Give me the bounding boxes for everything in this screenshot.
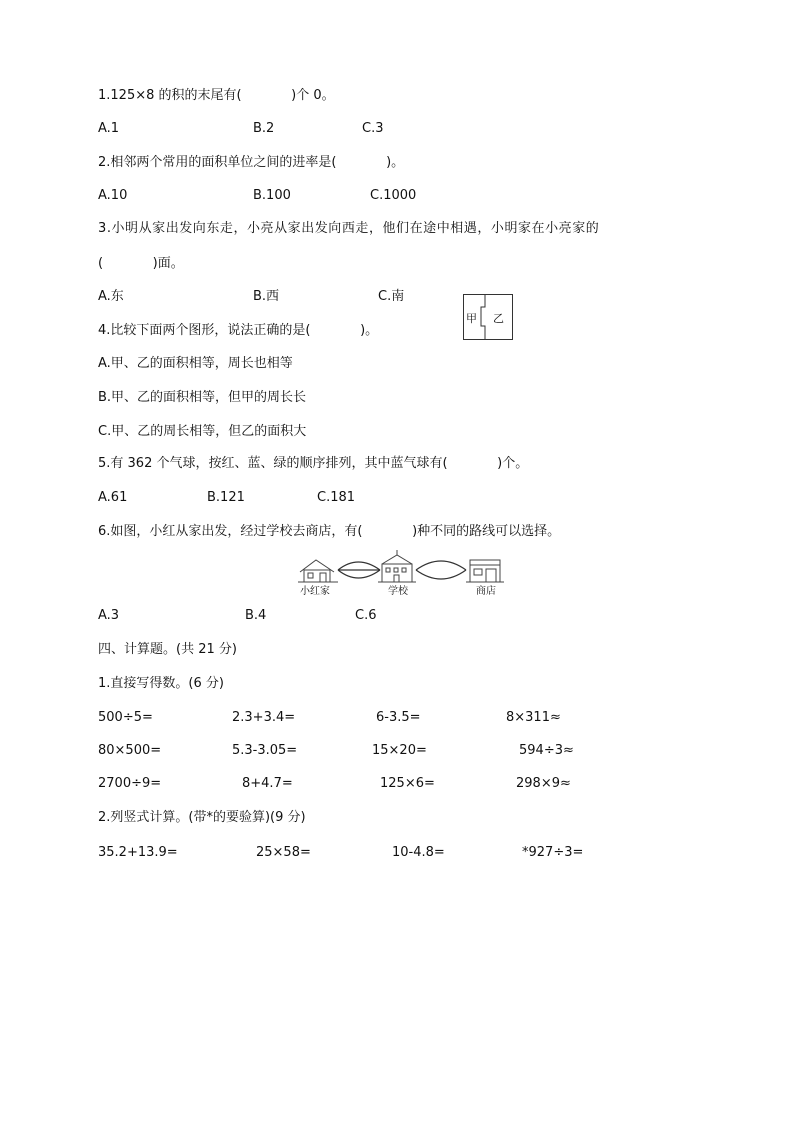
calc-item: 8×311≈ (506, 710, 561, 725)
calc-item: 5.3-3.05= (232, 743, 298, 758)
q4-option-c: C.甲、乙的周长相等，但乙的面积大 (98, 424, 307, 439)
section-4-title: 四、计算题。(共 21 分) (98, 642, 237, 657)
route-lines-1 (338, 562, 380, 578)
vertical-calc-item: *927÷3= (522, 845, 584, 860)
q6-option-c: C.6 (355, 608, 377, 623)
calc-item: 125×6= (380, 776, 435, 791)
label-home: 小红家 (300, 586, 330, 597)
route-lines-2 (416, 561, 466, 579)
calc-item: 500÷5= (98, 710, 153, 725)
question-4: 4.比较下面两个图形，说法正确的是( )。 (98, 323, 379, 338)
part-1-title: 1.直接写得数。(6 分) (98, 676, 224, 691)
q5-option-c: C.181 (317, 490, 356, 505)
q3-option-c: C.南 (378, 289, 405, 304)
q6-option-b: B.4 (245, 608, 267, 623)
q5-option-a: A.61 (98, 490, 128, 505)
calc-item: 6-3.5= (376, 710, 421, 725)
question-3: 3.小明从家出发向东走，小亮从家出发向西走，他们在途中相遇，小明家在小亮家的 (98, 221, 600, 236)
house-icon (298, 560, 338, 582)
calc-item: 298×9≈ (516, 776, 571, 791)
figure-label-yi: 乙 (493, 312, 504, 325)
label-school: 学校 (388, 586, 408, 597)
route-figure (296, 550, 520, 598)
vertical-calc-item: 35.2+13.9= (98, 845, 178, 860)
calc-item: 15×20= (372, 743, 427, 758)
shop-icon (466, 560, 504, 582)
question-3-line2: ( )面。 (98, 256, 184, 271)
school-icon (378, 550, 416, 582)
q6-option-a: A.3 (98, 608, 120, 623)
q4-option-b: B.甲、乙的面积相等，但甲的周长长 (98, 390, 307, 405)
calc-item: 80×500= (98, 743, 162, 758)
q2-option-c: C.1000 (370, 188, 417, 203)
q2-option-b: B.100 (253, 188, 291, 203)
q3-option-b: B.西 (253, 289, 280, 304)
q5-option-b: B.121 (207, 490, 245, 505)
part-2-title: 2.列竖式计算。(带*的要验算)(9 分) (98, 810, 306, 825)
calc-item: 2.3+3.4= (232, 710, 296, 725)
q1-option-b: B.2 (253, 121, 275, 136)
question-1: 1.125×8 的积的末尾有( )个 0。 (98, 88, 335, 103)
question-6: 6.如图，小红从家出发，经过学校去商店，有( )种不同的路线可以选择。 (98, 524, 561, 539)
calc-item: 8+4.7= (242, 776, 293, 791)
question-5: 5.有 362 个气球，按红、蓝、绿的顺序排列，其中蓝气球有( )个。 (98, 456, 529, 471)
label-shop: 商店 (476, 586, 496, 597)
q1-option-a: A.1 (98, 121, 120, 136)
q1-option-c: C.3 (362, 121, 384, 136)
vertical-calc-item: 25×58= (256, 845, 311, 860)
q2-option-a: A.10 (98, 188, 128, 203)
shapes-figure (463, 294, 513, 340)
calc-item: 2700÷9= (98, 776, 162, 791)
q3-option-a: A.东 (98, 289, 124, 304)
figure-label-jia: 甲 (466, 312, 477, 325)
calc-item: 594÷3≈ (519, 743, 574, 758)
question-2: 2.相邻两个常用的面积单位之间的进率是( )。 (98, 155, 405, 170)
q4-option-a: A.甲、乙的面积相等，周长也相等 (98, 356, 293, 371)
vertical-calc-item: 10-4.8= (392, 845, 445, 860)
